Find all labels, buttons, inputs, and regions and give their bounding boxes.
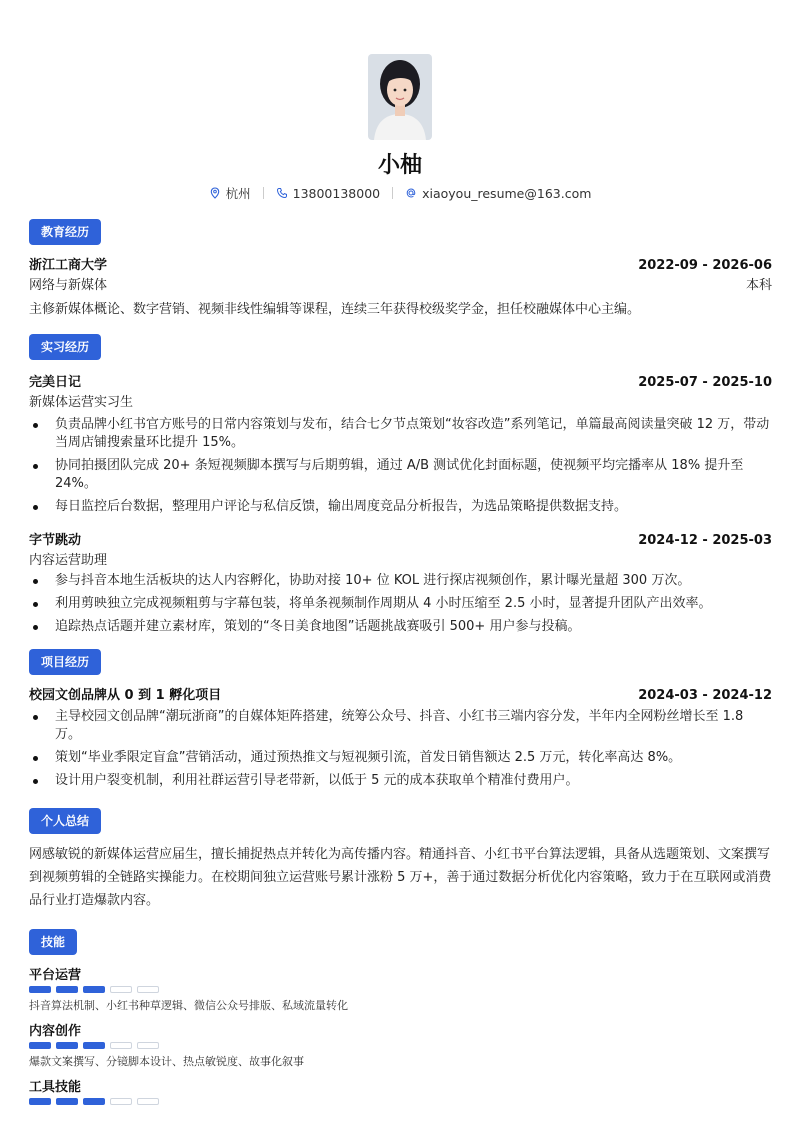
skill-description: 抖音算法机制、小红书种草逻辑、微信公众号排版、私域流量转化 (29, 999, 348, 1012)
company-name: 字节跳动 (29, 533, 82, 548)
list-item: 每日监控后台数据，整理用户评论与私信反馈，输出周度竞品分析报告，为选品策略提供数据支持。 (29, 498, 772, 516)
skill-level-segment-filled (83, 1042, 105, 1049)
at-sign-icon (405, 187, 417, 199)
project-section (29, 649, 772, 795)
internship-entry (29, 371, 772, 516)
company-name: 完美日记 (29, 375, 82, 390)
skill-level-segment-empty (110, 1042, 132, 1049)
phone-icon (276, 187, 288, 199)
list-item: 主导校园文创品牌“潮玩浙商”的自媒体矩阵搭建，统筹公众号、抖音、小红书三端内容分发，半年内全网粉丝增长至 1.8 万。 (29, 708, 772, 744)
education-subheader (29, 274, 772, 293)
internship-dates: 2024-12 - 2025-03 (638, 533, 772, 548)
skill-level-segment-filled (29, 986, 51, 993)
skill-level-segment-empty (137, 1098, 159, 1105)
internship-header (29, 529, 772, 548)
email-text[interactable]: xiaoyou_resume@163.com (422, 185, 592, 201)
role-title: 新媒体运营实习生 (29, 395, 134, 410)
education-description: 主修新媒体概论、数字营销、视频非线性编辑等课程，连续三年获得校级奖学金，担任校融媒体中心主编。 (29, 302, 641, 317)
skill-level-segment-filled (56, 1042, 78, 1049)
major: 网络与新媒体 (29, 278, 108, 293)
skill-item (29, 964, 772, 1013)
internship-header (29, 371, 772, 390)
contact-email[interactable] (405, 186, 591, 201)
skills-list (29, 964, 772, 1105)
skill-level-segment-filled (83, 1098, 105, 1105)
summary-text: 网感敏锐的新媒体运营应届生，擅长捕捉热点并转化为高传播内容。精通抖音、小红书平台算法逻辑，具备从选题策划、文案撰写到视频剪辑的全链路实操能力。在校期间独立运营账号累计涨粉 5 万+，善于通过数据分析优化内容策略，致力于在互联网或消费品行业打造爆款内容。 (29, 847, 772, 908)
role-title: 内容运营助理 (29, 553, 108, 568)
summary-section (29, 808, 772, 912)
school-name: 浙江工商大学 (29, 258, 108, 273)
education-header (29, 254, 772, 273)
list-item: 追踪热点话题并建立素材库，策划的“冬日美食地图”话题挑战赛吸引 500+ 用户参与投稿。 (29, 618, 772, 636)
skill-level-segment-filled (29, 1042, 51, 1049)
project-dates: 2024-03 - 2024-12 (638, 688, 772, 703)
skill-description: 爆款文案撰写、分镜脚本设计、热点敏锐度、故事化叙事 (29, 1055, 304, 1068)
divider (392, 187, 393, 199)
skill-name: 内容创作 (29, 1024, 82, 1039)
section-title-internship: 实习经历 (29, 334, 101, 360)
skill-level-bar (29, 986, 772, 993)
section-title-summary: 个人总结 (29, 808, 101, 834)
skill-name: 平台运营 (29, 968, 82, 983)
section-title-education: 教育经历 (29, 219, 101, 245)
divider (263, 187, 264, 199)
contact-location (209, 184, 251, 202)
project-header (29, 684, 772, 703)
skills-section (29, 929, 772, 1109)
avatar (368, 54, 432, 140)
skill-level-segment-filled (56, 986, 78, 993)
section-title-skills: 技能 (29, 929, 77, 955)
section-title-projects: 项目经历 (29, 649, 101, 675)
degree: 本科 (745, 278, 772, 293)
internship-bullets (29, 416, 772, 516)
project-title: 校园文创品牌从 0 到 1 孵化项目 (29, 688, 222, 703)
skill-level-segment-filled (83, 986, 105, 993)
skill-level-segment-empty (137, 986, 159, 993)
list-item: 负责品牌小红书官方账号的日常内容策划与发布，结合七夕节点策划“妆容改造”系列笔记，单篇最高阅读量突破 12 万，带动当周店铺搜索量环比提升 15%。 (29, 416, 772, 452)
internship-dates: 2025-07 - 2025-10 (638, 375, 772, 390)
skill-item (29, 1020, 772, 1069)
skill-level-segment-empty (110, 986, 132, 993)
skill-level-bar (29, 1098, 772, 1105)
skill-level-segment-empty (137, 1042, 159, 1049)
skill-level-segment-filled (56, 1098, 78, 1105)
skill-level-bar (29, 1042, 772, 1049)
skill-level-segment-empty (110, 1098, 132, 1105)
project-bullets (29, 708, 772, 790)
candidate-name: 小柚 (377, 153, 422, 178)
internship-section (29, 334, 772, 641)
contact-info (0, 184, 800, 202)
location-text: 杭州 (225, 186, 251, 201)
internship-entry (29, 529, 772, 636)
phone-text: 13800138000 (292, 185, 381, 201)
education-dates: 2022-09 - 2026-06 (638, 258, 772, 273)
list-item: 利用剪映独立完成视频粗剪与字幕包装，将单条视频制作周期从 4 小时压缩至 2.5 小时，显著提升团队产出效率。 (29, 595, 772, 613)
skill-name: 工具技能 (29, 1080, 82, 1095)
list-item: 设计用户裂变机制，利用社群运营引导老带新，以低于 5 元的成本获取单个精准付费用户。 (29, 772, 772, 790)
location-pin-icon (209, 187, 221, 199)
list-item: 参与抖音本地生活板块的达人内容孵化，协助对接 10+ 位 KOL 进行探店视频创作，累计曝光量超 300 万次。 (29, 572, 772, 590)
education-section (29, 219, 772, 321)
list-item: 策划“毕业季限定盲盒”营销活动，通过预热推文与短视频引流，首发日销售额达 2.5 万元，转化率高达 8%。 (29, 749, 772, 767)
internship-bullets (29, 572, 772, 636)
skill-level-segment-filled (29, 1098, 51, 1105)
list-item: 协同拍摄团队完成 20+ 条短视频脚本撰写与后期剪辑，通过 A/B 测试优化封面标题，使视频平均完播率从 18% 提升至 24%。 (29, 457, 772, 493)
contact-phone (276, 186, 380, 201)
skill-item (29, 1076, 772, 1105)
